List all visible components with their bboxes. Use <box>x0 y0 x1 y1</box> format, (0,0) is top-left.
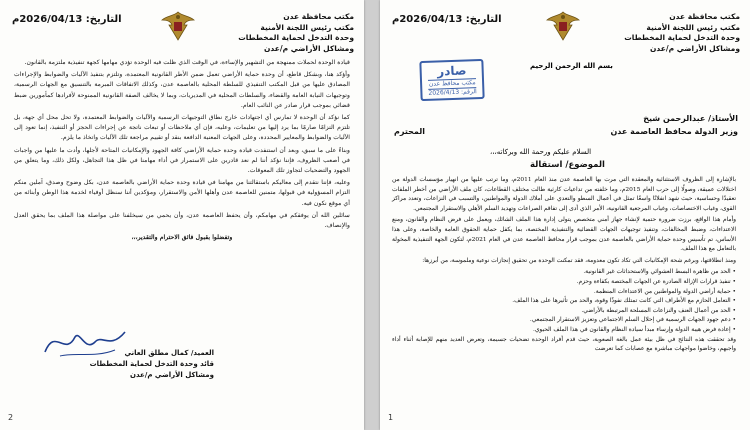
signature-block <box>14 348 214 381</box>
body-paragraph: كما نؤكد أن الوحدة لا تمارس أي اجتهادات خارج نطاق التوجيهات الرسمية والآليات والضوابط المعتمدة، ولا تحل محل أي جهة، بل تلتزم التزامًا صارمًا بما يرد إليها من تعليمات، وعليه، فإن أي ملاحظات أو تبعات ناتجة عن إجراءات الحجز أو التنفيذ، إنما تعود إلى الآليات والضوابط والمعايير المحددة، وعلى الجهات المعنية الدافعة بنقد أو تقييم مراجعة تلك الآليات واتخاذ ما يلزم. <box>14 114 350 142</box>
list-item: • حماية أراضي الدولة والمواطنين من الاعتداءات المنظمة. <box>593 288 736 295</box>
list-item: • التعامل الحازم مع الأطراف التي كانت تمتلك نفوذًا وقوة، والحد من تأثيرها على هذا الملف. <box>512 298 736 305</box>
greeting: السلام عليكم ورحمة الله وبركاته،،، <box>490 148 592 156</box>
letterhead-line: ومشاكل الأراضي م/عدن <box>649 43 740 53</box>
body-paragraph: وبناءً على ما سبق، وبعد أن استنفدت قيادة وحدة حماية الأراضي كافة الجهود والإمكانيات المتاحة لأجلها، وأدت ما عليها من واجبات في أصعب الظروف، فإننا نؤكد أننا لم نعد قادرين على الاستمرار في أداء مهامنا في ظل هذا التجاهل، ولكل ذلك، وما يتعلق من الجهود والتضحيات لتجاوز تلك المعوقات. <box>14 146 350 175</box>
body-paragraph: وأمام هذا الواقع، برزت ضرورة حتمية لإنشاء جهاز أمني متخصص يتولى إدارة هذا الملف الشائك، ويعمل على فرض النظام والقانون، ومنع الاعتداءات، وضبط المخالفات، وتنفيذ توجيهات الجهات القضائية والتنفيذية المختصة، بما يكفل حماية الحقوق العامة والخاصة، وعلى هذا الأساس، تم تأسيس وحدة حماية الأراضي بالعاصمة عدن بموجب قرار محافظ العاصمة عدن في العام 2021م، لتكون الجهة التنفيذية المخولة بالتعامل مع هذا الملف. <box>392 217 736 253</box>
letterhead <box>624 12 740 54</box>
document-page-1 <box>380 0 750 430</box>
eagle-emblem-icon <box>160 8 196 44</box>
signer-name: العميد/ كمال مطلق العاني <box>124 349 214 357</box>
letter-body <box>392 176 736 357</box>
incoming-stamp <box>419 59 485 101</box>
letterhead-line: مكتب محافظة عدن <box>283 12 354 21</box>
document-date: التاريخ: 2026/04/13م <box>12 14 122 25</box>
document-date: التاريخ: 2026/04/13م <box>392 14 502 25</box>
stamp-line: مكتب محافظ عدن <box>428 79 476 88</box>
body-paragraph: وعليه، فإننا نتقدم إلى معاليكم باستقالتنا من مهامنا في قيادة وحدة حماية الأراضي بالعاصمة عدن، بكل وضوح وصدق، آملين منكم التزام المسؤولية في قبولها، متمنين للعاصمة عدن وأهلها الأمن والاستقرار، ومؤكدين أننا سنظل أوفياء لخدمة هذا الوطن وأبنائه من أي موقع نكون فيه. <box>14 179 350 207</box>
stamp-title: صادر <box>437 63 467 79</box>
list-item: • الحد من أعمال العنف والنزاعات المسلحة المرتبطة بالأراضي. <box>581 307 736 314</box>
closing-line: وتفضلوا بقبول فائق الاحترام والتقدير،،، <box>131 234 233 242</box>
signer-title: ومشاكل الأراضي م/عدن <box>129 371 214 379</box>
addressee-title: وزير الدولة محافظ العاصمة عدن <box>610 127 738 136</box>
list-item: • تنفيذ قرارات الإزالة الصادرة عن الجهات المختصة بكفاءة وحزم. <box>576 278 736 285</box>
body-paragraph: ومنذ انطلاقتها، وبرغم شحة الإمكانيات التي تكاد تكون معدومة، فقد تمكنت الوحدة من تحقيق إنجازات نوعية وملموسة، من أبرزها: <box>422 257 736 264</box>
letterhead-line: مكتب رئيس اللجنة الأمنية <box>646 22 740 32</box>
list-item: • دعم جهود الجهات الرسمية في إحلال السلم الاجتماعي وتعزيز الاستقرار المجتمعي. <box>529 317 736 324</box>
eagle-emblem-icon <box>545 8 581 44</box>
page-number: 1 <box>388 413 394 422</box>
letterhead-line: وحدة التدخل لحماية المخططات <box>624 33 740 42</box>
letterhead-line: وحدة التدخل لحماية المخططات <box>238 33 354 42</box>
body-paragraph: بالإشارة إلى الظروف الاستثنائية والمعقدة التي مرت بها العاصمة عدن منذ العام 2011م، وما ترتب عليها من انهيار مؤسسات الدولة من اختلالات عميقة، وصولًا إلى حرب العام 2015م، وما خلفته من تداعيات كارثية طالت مختلف القطاعات، كان ملف الأراضي من أخطر الملفات تعقيدًا وحساسية، حيث شهد انفلاتًا واسعًا تمثل في أعمال السطو والتعدي على أملاك الدولة والمواطنين، والتسبب في النزاعات، وتعدد مراكز القوى، وغياب الاختصاصات، وغياب المرجعية القانونية، الأمر الذي أدى إلى تفاقم الصراعات وتهديد السلم الأهلي والاستقرار المجتمعي. <box>392 177 736 212</box>
body-paragraph: قيادة الوحدة لحملات ممنهجة من التشهير والإساءة، في الوقت الذي ظلت فيه الوحدة تؤدي مهامها كجهة تنفيذية ملتزمة بالقانون. <box>24 59 350 66</box>
letterhead-line: ومشاكل الأراضي م/عدن <box>263 43 354 53</box>
page-number: 2 <box>8 413 14 422</box>
addressee-honorific: المحترم <box>394 127 425 136</box>
addressee-name: الأستاذ/ عبدالرحمن شيخ <box>643 114 738 123</box>
body-paragraph: وأؤكد هنا، وبشكل قاطع، أن وحدة حماية الأراضي تعمل ضمن الأطر القانونية المعتمدة، وتلتزم بتنفيذ الآليات والضوابط والإجراءات المصادق عليها من قبل المكتب التنفيذي للسلطة المحلية بالعاصمة عدن، وكذلك الاتفاقات المبرمة بالتنسيق مع الجهات الرسمية، وتوجيهات النيابة العامة والقضاء، والسلطات المحلية في المديريات، وبما لا يخالف الصفة القانونية الممنوحة لأفرادها كمأمورين ضبط قضائي بموجب قرار صادر عن النائب العام. <box>14 71 350 109</box>
letter-body <box>14 58 350 245</box>
addressee-block <box>478 112 738 138</box>
letterhead-line: مكتب رئيس اللجنة الأمنية <box>260 22 354 32</box>
letter-subject: الموضوع/ استقالة <box>530 160 605 170</box>
achievements-list <box>392 268 736 335</box>
basmala: بسم الله الرحمن الرحيم <box>530 62 613 70</box>
list-item: • إعادة فرض هيبة الدولة وإرساء مبدأ سيادة النظام والقانون في هذا الملف الحيوي. <box>532 326 736 333</box>
document-page-2 <box>0 0 364 430</box>
body-paragraph: سائلين الله أن يوفقكم في مهامكم، وأن يحفظ العاصمة عدن، وأن يحمي من سيخلفنا على مواصلة هذا الملف بما يحقق العدل والإنصاف. <box>14 211 350 230</box>
stamp-line: الرقم: 2026/4/13 <box>428 88 477 97</box>
letterhead-line: مكتب محافظة عدن <box>669 12 740 21</box>
signer-title: قائد وحدة التدخل لحماية المخططات <box>89 360 214 368</box>
body-paragraph: وقد تحققت هذه النتائج في ظل بيئة عمل بالغة الصعوبة، حيث قدم أفراد الوحدة تضحيات جسيمة، وتعرض العديد منهم للإصابة أثناء أداء واجبهم، وخاضوا مواجهات مباشرة مع عصابات كما تعرضت <box>392 336 736 353</box>
list-item: • الحد من ظاهرة البسط العشوائي والاستحداثات غير القانونية. <box>583 269 736 276</box>
letterhead <box>238 12 354 54</box>
